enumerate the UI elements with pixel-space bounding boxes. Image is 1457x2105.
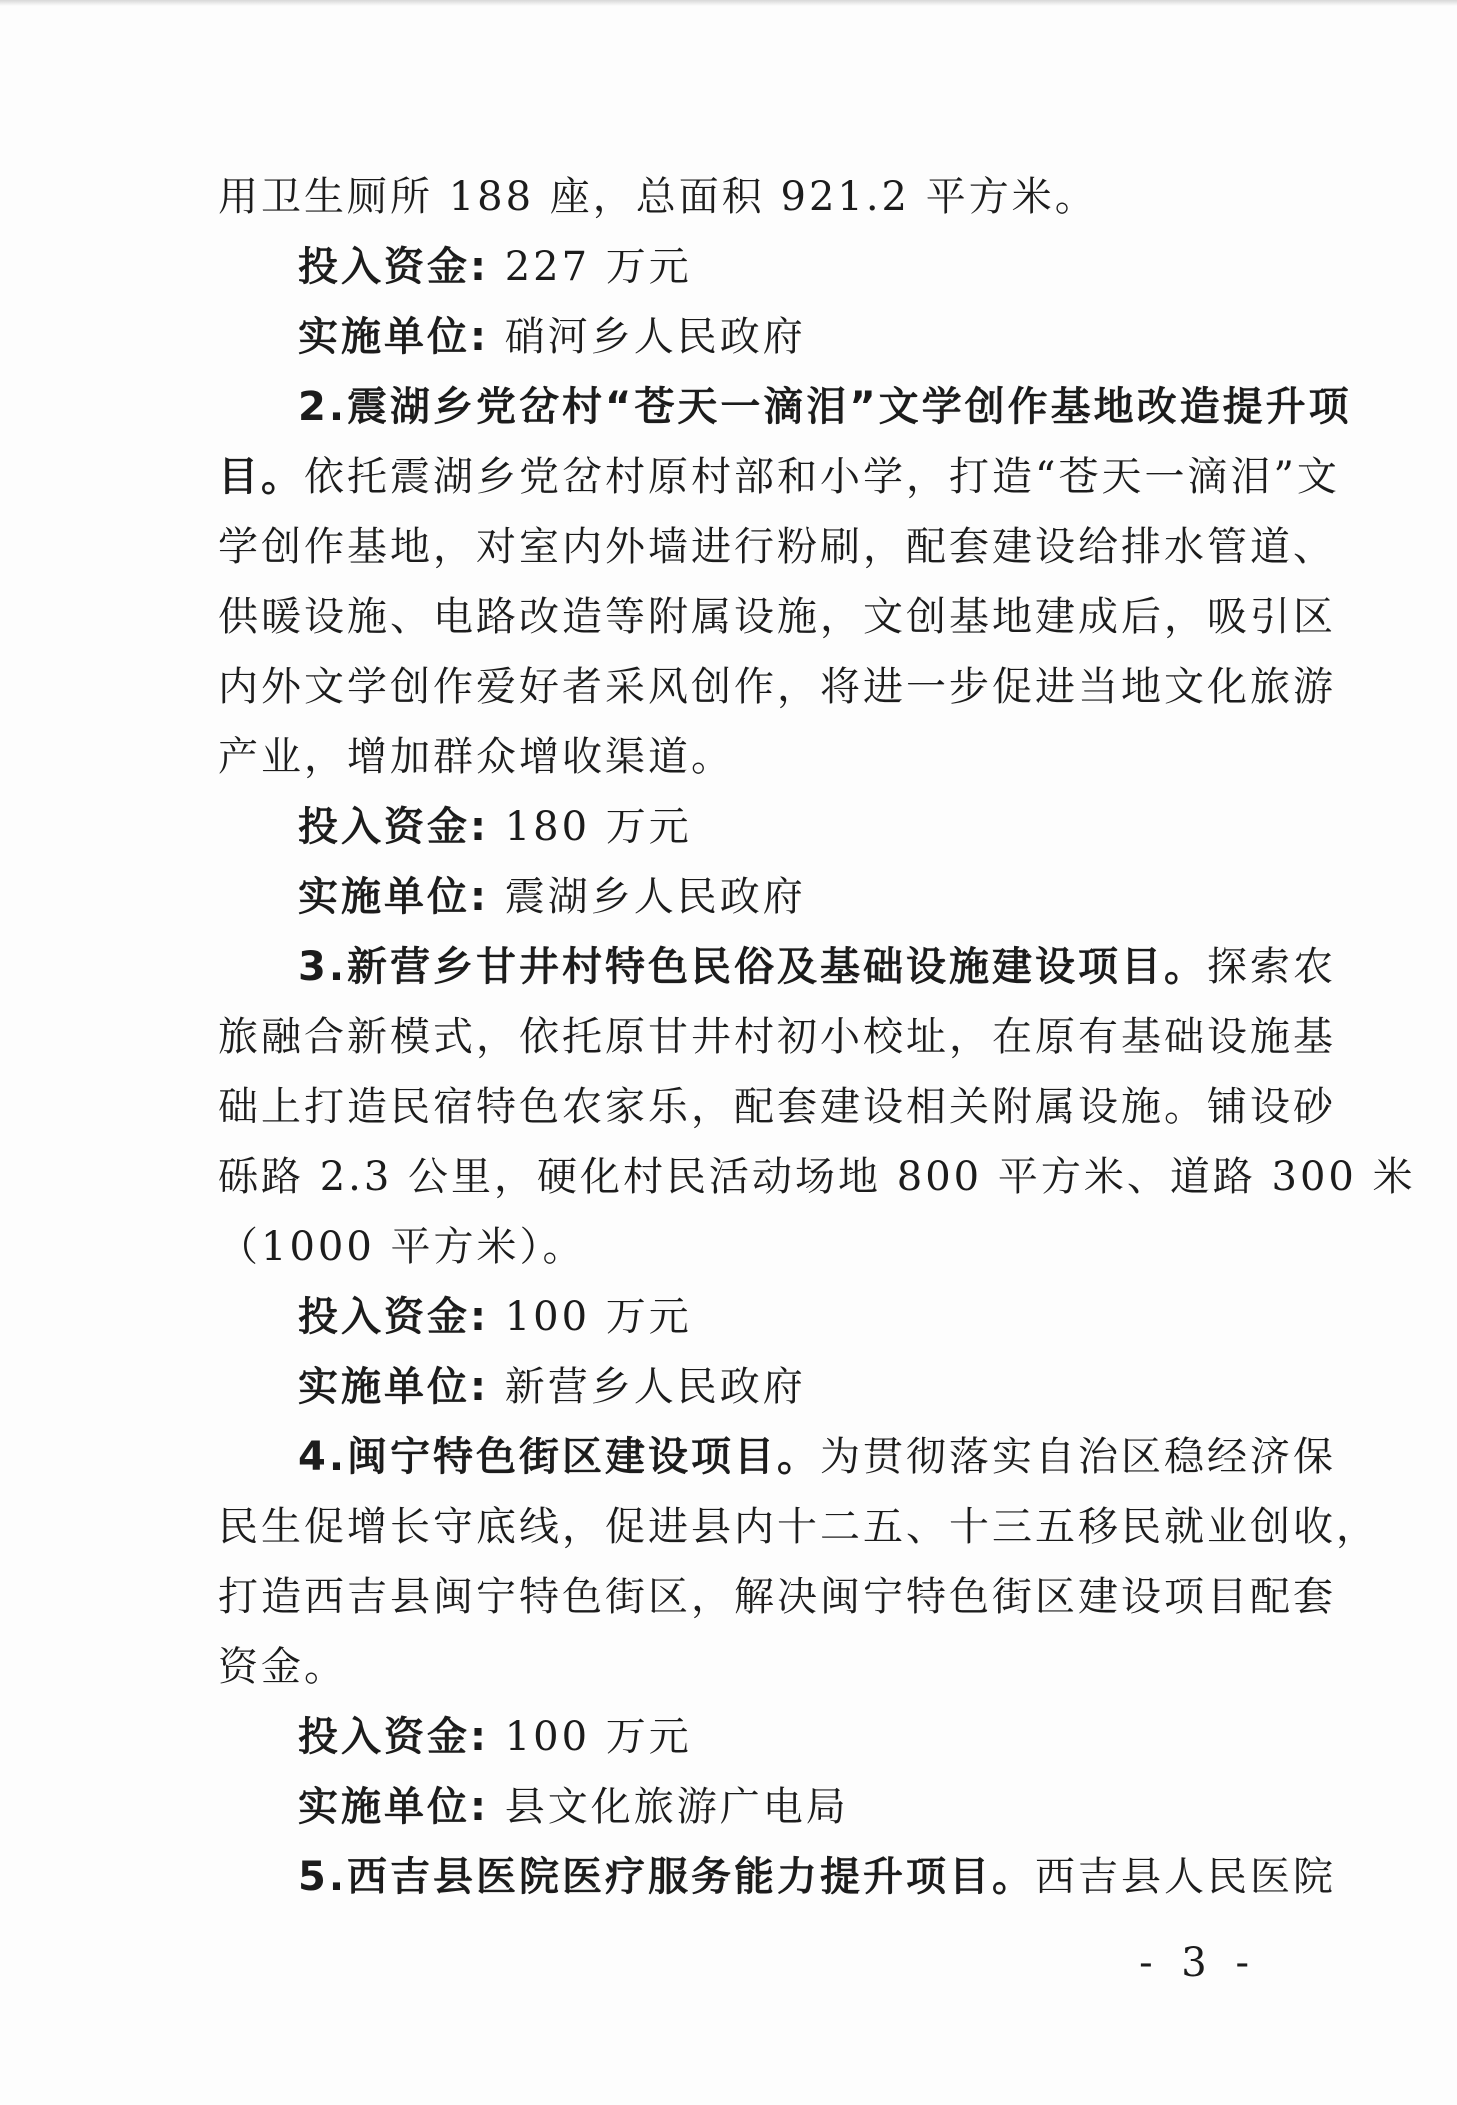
- unit-line: [218, 1772, 1248, 1842]
- paragraph-line: [218, 932, 1337, 1002]
- paragraph-line: 民生促增长守底线，促进县内十二五、十三五移民就业创收，: [218, 1504, 1379, 1550]
- paragraph-line: [218, 1422, 1337, 1492]
- funding-value: 100 万元: [504, 1714, 692, 1760]
- funding-line: [218, 792, 1248, 862]
- paragraph-line: 内外文学创作爱好者采风创作，将进一步促进当地文化旅游: [218, 664, 1336, 710]
- funding-value: 227 万元: [504, 244, 692, 290]
- paragraph-line: （1000 平方米）。: [218, 1224, 586, 1270]
- paragraph-line: 础上打造民宿特色农家乐，配套建设相关附属设施。铺设砂: [218, 1084, 1336, 1130]
- project-heading: 2.震湖乡党岔村“苍天一滴泪”文学创作基地改造提升项: [298, 384, 1352, 430]
- unit-label: 实施单位:: [298, 314, 489, 360]
- paragraph-line: 学创作基地，对室内外墙进行粉刷，配套建设给排水管道、: [218, 524, 1336, 570]
- unit-label: 实施单位:: [298, 874, 489, 920]
- project-heading: 3.新营乡甘井村特色民俗及基础设施建设项目。: [298, 944, 1208, 990]
- paragraph-line: 砾路 2.3 公里，硬化村民活动场地 800 平方米、道路 300 米: [218, 1154, 1416, 1200]
- paragraph-line: [218, 442, 1340, 512]
- funding-value: 180 万元: [504, 804, 692, 850]
- paragraph-line: 产业，增加群众增收渠道。: [218, 734, 734, 780]
- paragraph-line: 供暖设施、电路改造等附属设施，文创基地建成后，吸引区: [218, 594, 1336, 640]
- paragraph-line: 打造西吉县闽宁特色街区，解决闽宁特色街区建设项目配套: [218, 1574, 1336, 1620]
- funding-value: 100 万元: [504, 1294, 692, 1340]
- paragraph-text: 西吉县人民医院: [1035, 1854, 1337, 1900]
- paragraph-text: 依托震湖乡党岔村原村部和小学，打造“苍天一滴泪”文: [304, 454, 1340, 500]
- unit-value: 硝河乡人民政府: [504, 314, 806, 360]
- document-body: [218, 162, 1416, 1912]
- unit-label: 实施单位:: [298, 1364, 489, 1410]
- funding-label: 投入资金:: [298, 1714, 489, 1760]
- project-heading: 5.西吉县医院医疗服务能力提升项目。: [298, 1854, 1036, 1900]
- funding-line: [218, 1282, 1248, 1352]
- paragraph-line: 用卫生厕所 188 座，总面积 921.2 平方米。: [218, 174, 1098, 220]
- unit-value: 震湖乡人民政府: [504, 874, 806, 920]
- paragraph-line: 资金。: [218, 1644, 347, 1690]
- page-number: - 3 -: [1139, 1940, 1257, 1986]
- unit-label: 实施单位:: [298, 1784, 489, 1830]
- funding-label: 投入资金:: [298, 1294, 489, 1340]
- paragraph-text: 探索农: [1207, 944, 1337, 990]
- project-heading: 4.闽宁特色街区建设项目。: [298, 1434, 821, 1480]
- funding-line: [218, 232, 1248, 302]
- scan-edge: [0, 0, 1457, 6]
- unit-line: [218, 862, 1248, 932]
- unit-line: [218, 1352, 1248, 1422]
- unit-value: 新营乡人民政府: [504, 1364, 806, 1410]
- funding-line: [218, 1702, 1248, 1772]
- paragraph-line: [218, 1842, 1337, 1912]
- unit-line: [218, 302, 1248, 372]
- funding-label: 投入资金:: [298, 244, 489, 290]
- project-heading-end: 目。: [218, 454, 304, 500]
- unit-value: 县文化旅游广电局: [504, 1784, 849, 1830]
- paragraph-text: 为贯彻落实自治区稳经济保: [820, 1434, 1337, 1480]
- paragraph-line: 旅融合新模式，依托原甘井村初小校址，在原有基础设施基: [218, 1014, 1336, 1060]
- funding-label: 投入资金:: [298, 804, 489, 850]
